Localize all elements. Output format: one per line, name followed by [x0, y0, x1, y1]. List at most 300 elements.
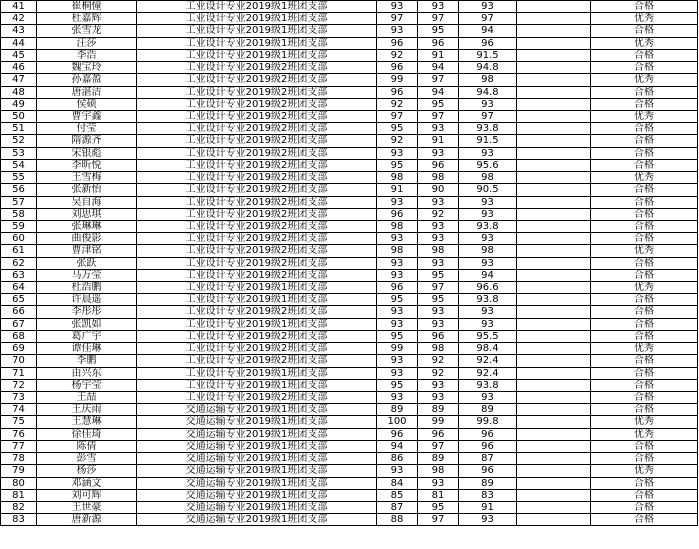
score-1-cell: 96 [377, 209, 418, 221]
final-score-cell: 95.5 [459, 331, 517, 343]
grade-cell: 合格 [591, 209, 698, 221]
final-score-cell: 91.5 [459, 50, 517, 62]
empty-cell [517, 490, 591, 502]
final-score-cell: 94.8 [459, 62, 517, 74]
grade-cell: 合格 [591, 392, 698, 404]
empty-cell [517, 62, 591, 74]
final-score-cell: 96.6 [459, 282, 517, 294]
grade-cell: 合格 [591, 294, 698, 306]
final-score-cell: 93 [459, 197, 517, 209]
empty-cell [517, 355, 591, 367]
row-number-cell: 69 [1, 343, 37, 355]
grade-cell: 合格 [591, 160, 698, 172]
grade-cell: 合格 [591, 233, 698, 245]
league-branch-cell: 工业设计专业2019级2班团支部 [137, 62, 377, 74]
empty-cell [517, 148, 591, 160]
score-2-cell: 81 [418, 490, 459, 502]
empty-cell [517, 99, 591, 111]
league-branch-cell: 工业设计专业2019级1班团支部 [137, 319, 377, 331]
league-branch-cell: 交通运输专业2019级1班团支部 [137, 441, 377, 453]
table-row [1, 306, 698, 318]
score-2-cell: 95 [418, 502, 459, 514]
grade-cell: 合格 [591, 380, 698, 392]
score-2-cell: 93 [418, 478, 459, 490]
score-2-cell: 97 [418, 441, 459, 453]
row-number-cell: 56 [1, 184, 37, 196]
final-score-cell: 93.8 [459, 221, 517, 233]
final-score-cell: 98 [459, 172, 517, 184]
row-number-cell: 77 [1, 441, 37, 453]
member-name-cell: 魏宝玲 [37, 62, 137, 74]
final-score-cell: 93 [459, 392, 517, 404]
table-row [1, 282, 698, 294]
row-number-cell: 43 [1, 25, 37, 37]
row-number-cell: 41 [1, 1, 37, 13]
league-branch-cell: 工业设计专业2019级2班团支部 [137, 221, 377, 233]
score-1-cell: 98 [377, 245, 418, 257]
row-number-cell: 60 [1, 233, 37, 245]
score-1-cell: 98 [377, 172, 418, 184]
league-branch-cell: 工业设计专业2019级2班团支部 [137, 184, 377, 196]
row-number-cell: 62 [1, 258, 37, 270]
score-1-cell: 93 [377, 1, 418, 13]
empty-cell [517, 160, 591, 172]
table-row [1, 25, 698, 37]
table-row [1, 416, 698, 428]
member-name-cell: 宋银彪 [37, 148, 137, 160]
table-row [1, 13, 698, 25]
score-1-cell: 93 [377, 233, 418, 245]
grade-cell: 合格 [591, 319, 698, 331]
row-number-cell: 83 [1, 514, 37, 526]
score-1-cell: 97 [377, 13, 418, 25]
grade-cell: 合格 [591, 25, 698, 37]
score-1-cell: 93 [377, 319, 418, 331]
score-2-cell: 96 [418, 331, 459, 343]
table-row [1, 87, 698, 99]
league-branch-cell: 工业设计专业2019级1班团支部 [137, 38, 377, 50]
score-1-cell: 98 [377, 221, 418, 233]
row-number-cell: 76 [1, 429, 37, 441]
table-row [1, 404, 698, 416]
league-branch-cell: 工业设计专业2019级1班团支部 [137, 25, 377, 37]
score-2-cell: 89 [418, 453, 459, 465]
member-name-cell: 李浩 [37, 50, 137, 62]
score-1-cell: 95 [377, 294, 418, 306]
row-number-cell: 74 [1, 404, 37, 416]
member-name-cell: 王雪梅 [37, 172, 137, 184]
score-1-cell: 93 [377, 465, 418, 477]
score-1-cell: 93 [377, 197, 418, 209]
member-name-cell: 崔桐憧 [37, 1, 137, 13]
member-name-cell: 谭佳琳 [37, 343, 137, 355]
league-branch-cell: 交通运输专业2019级1班团支部 [137, 465, 377, 477]
score-1-cell: 97 [377, 111, 418, 123]
grade-cell: 合格 [591, 197, 698, 209]
row-number-cell: 58 [1, 209, 37, 221]
grade-cell: 合格 [591, 99, 698, 111]
table-row [1, 380, 698, 392]
member-name-cell: 由兴东 [37, 368, 137, 380]
member-name-cell: 曹宇鑫 [37, 111, 137, 123]
member-name-cell: 隋源齐 [37, 135, 137, 147]
table-row [1, 123, 698, 135]
empty-cell [517, 331, 591, 343]
row-number-cell: 78 [1, 453, 37, 465]
empty-cell [517, 380, 591, 392]
score-2-cell: 95 [418, 25, 459, 37]
row-number-cell: 50 [1, 111, 37, 123]
grade-cell: 优秀 [591, 111, 698, 123]
final-score-cell: 96 [459, 38, 517, 50]
final-score-cell: 98 [459, 245, 517, 257]
score-2-cell: 93 [418, 197, 459, 209]
table-row [1, 50, 698, 62]
final-score-cell: 96 [459, 429, 517, 441]
table-row [1, 368, 698, 380]
empty-cell [517, 453, 591, 465]
final-score-cell: 93 [459, 233, 517, 245]
grade-cell: 合格 [591, 184, 698, 196]
score-1-cell: 93 [377, 306, 418, 318]
final-score-cell: 93 [459, 514, 517, 526]
member-name-cell: 刘可辉 [37, 490, 137, 502]
league-branch-cell: 工业设计专业2019级2班团支部 [137, 148, 377, 160]
row-number-cell: 65 [1, 294, 37, 306]
league-branch-cell: 工业设计专业2019级2班团支部 [137, 245, 377, 257]
table-row [1, 245, 698, 257]
score-2-cell: 93 [418, 306, 459, 318]
member-name-cell: 马万莹 [37, 270, 137, 282]
table-row [1, 490, 698, 502]
member-name-cell: 付莹 [37, 123, 137, 135]
score-2-cell: 93 [418, 221, 459, 233]
score-2-cell: 95 [418, 99, 459, 111]
row-number-cell: 44 [1, 38, 37, 50]
member-name-cell: 杜浩鹏 [37, 282, 137, 294]
score-1-cell: 89 [377, 404, 418, 416]
row-number-cell: 81 [1, 490, 37, 502]
score-1-cell: 93 [377, 25, 418, 37]
row-number-cell: 61 [1, 245, 37, 257]
score-1-cell: 94 [377, 441, 418, 453]
league-branch-cell: 工业设计专业2019级2班团支部 [137, 355, 377, 367]
grade-cell: 合格 [591, 50, 698, 62]
score-2-cell: 92 [418, 209, 459, 221]
score-1-cell: 87 [377, 502, 418, 514]
score-2-cell: 95 [418, 294, 459, 306]
empty-cell [517, 392, 591, 404]
member-name-cell: 曲俊影 [37, 233, 137, 245]
empty-cell [517, 197, 591, 209]
score-1-cell: 93 [377, 148, 418, 160]
member-name-cell: 张新怡 [37, 184, 137, 196]
league-branch-cell: 工业设计专业2019级2班团支部 [137, 306, 377, 318]
table-row [1, 172, 698, 184]
grade-cell: 合格 [591, 135, 698, 147]
score-1-cell: 96 [377, 62, 418, 74]
grade-cell: 合格 [591, 453, 698, 465]
grade-cell: 合格 [591, 514, 698, 526]
row-number-cell: 49 [1, 99, 37, 111]
grade-cell: 优秀 [591, 465, 698, 477]
final-score-cell: 94 [459, 25, 517, 37]
final-score-cell: 97 [459, 111, 517, 123]
row-number-cell: 46 [1, 62, 37, 74]
league-branch-cell: 工业设计专业2019级1班团支部 [137, 13, 377, 25]
table-row [1, 514, 698, 526]
table-row [1, 453, 698, 465]
score-2-cell: 97 [418, 111, 459, 123]
score-2-cell: 91 [418, 135, 459, 147]
table-row [1, 258, 698, 270]
table-row [1, 148, 698, 160]
score-2-cell: 98 [418, 245, 459, 257]
grade-cell: 合格 [591, 478, 698, 490]
grade-cell: 优秀 [591, 429, 698, 441]
grade-cell: 优秀 [591, 416, 698, 428]
table-row [1, 74, 698, 86]
score-2-cell: 93 [418, 1, 459, 13]
table-row [1, 184, 698, 196]
row-number-cell: 66 [1, 306, 37, 318]
row-number-cell: 54 [1, 160, 37, 172]
score-1-cell: 93 [377, 270, 418, 282]
empty-cell [517, 25, 591, 37]
score-2-cell: 93 [418, 380, 459, 392]
row-number-cell: 55 [1, 172, 37, 184]
final-score-cell: 90.5 [459, 184, 517, 196]
league-branch-cell: 交通运输专业2019级1班团支部 [137, 502, 377, 514]
league-branch-cell: 工业设计专业2019级2班团支部 [137, 209, 377, 221]
empty-cell [517, 294, 591, 306]
table-row [1, 331, 698, 343]
final-score-cell: 97 [459, 13, 517, 25]
empty-cell [517, 306, 591, 318]
league-branch-cell: 交通运输专业2019级1班团支部 [137, 416, 377, 428]
row-number-cell: 72 [1, 380, 37, 392]
score-2-cell: 96 [418, 429, 459, 441]
grade-cell: 合格 [591, 1, 698, 13]
empty-cell [517, 209, 591, 221]
grade-cell: 合格 [591, 148, 698, 160]
member-name-cell: 侯硕 [37, 99, 137, 111]
grade-cell: 合格 [591, 404, 698, 416]
member-name-cell: 汪莎 [37, 38, 137, 50]
member-name-cell: 张跃 [37, 258, 137, 270]
final-score-cell: 87 [459, 453, 517, 465]
empty-cell [517, 441, 591, 453]
score-2-cell: 96 [418, 38, 459, 50]
row-number-cell: 67 [1, 319, 37, 331]
empty-cell [517, 514, 591, 526]
table-row [1, 135, 698, 147]
table-row [1, 62, 698, 74]
member-name-cell: 葛广宇 [37, 331, 137, 343]
table-row [1, 209, 698, 221]
league-branch-cell: 工业设计专业2019级1班团支部 [137, 294, 377, 306]
final-score-cell: 99.8 [459, 416, 517, 428]
empty-cell [517, 343, 591, 355]
score-2-cell: 97 [418, 514, 459, 526]
table-row [1, 465, 698, 477]
table-row [1, 343, 698, 355]
score-2-cell: 93 [418, 258, 459, 270]
league-branch-cell: 工业设计专业2019级2班团支部 [137, 74, 377, 86]
score-2-cell: 99 [418, 416, 459, 428]
member-name-cell: 吴自海 [37, 197, 137, 209]
table-row [1, 111, 698, 123]
final-score-cell: 93 [459, 148, 517, 160]
score-2-cell: 95 [418, 270, 459, 282]
table-row [1, 270, 698, 282]
row-number-cell: 82 [1, 502, 37, 514]
score-1-cell: 93 [377, 368, 418, 380]
score-2-cell: 92 [418, 368, 459, 380]
member-name-cell: 刘思琪 [37, 209, 137, 221]
score-1-cell: 96 [377, 429, 418, 441]
row-number-cell: 57 [1, 197, 37, 209]
row-number-cell: 79 [1, 465, 37, 477]
score-1-cell: 100 [377, 416, 418, 428]
grade-cell: 合格 [591, 270, 698, 282]
league-branch-cell: 工业设计专业2019级2班团支部 [137, 331, 377, 343]
final-score-cell: 89 [459, 404, 517, 416]
league-branch-cell: 工业设计专业2019级2班团支部 [137, 343, 377, 355]
empty-cell [517, 270, 591, 282]
member-name-cell: 张琳琳 [37, 221, 137, 233]
grade-cell: 合格 [591, 62, 698, 74]
empty-cell [517, 245, 591, 257]
final-score-cell: 98 [459, 74, 517, 86]
final-score-cell: 93 [459, 319, 517, 331]
member-name-cell: 彭雪 [37, 453, 137, 465]
table-row [1, 233, 698, 245]
table-row [1, 38, 698, 50]
final-score-cell: 94.8 [459, 87, 517, 99]
league-branch-cell: 工业设计专业2019级2班团支部 [137, 197, 377, 209]
row-number-cell: 59 [1, 221, 37, 233]
row-number-cell: 73 [1, 392, 37, 404]
table-row [1, 160, 698, 172]
league-branch-cell: 工业设计专业2019级2班团支部 [137, 172, 377, 184]
row-number-cell: 80 [1, 478, 37, 490]
grade-cell: 合格 [591, 355, 698, 367]
score-1-cell: 91 [377, 184, 418, 196]
league-branch-cell: 工业设计专业2019级1班团支部 [137, 368, 377, 380]
score-2-cell: 94 [418, 62, 459, 74]
score-2-cell: 94 [418, 87, 459, 99]
empty-cell [517, 123, 591, 135]
score-1-cell: 96 [377, 38, 418, 50]
score-1-cell: 88 [377, 514, 418, 526]
league-branch-cell: 工业设计专业2019级2班团支部 [137, 99, 377, 111]
table-row [1, 478, 698, 490]
final-score-cell: 93.8 [459, 294, 517, 306]
score-1-cell: 85 [377, 490, 418, 502]
empty-cell [517, 87, 591, 99]
league-branch-cell: 工业设计专业2019级2班团支部 [137, 111, 377, 123]
grade-cell: 合格 [591, 221, 698, 233]
score-2-cell: 93 [418, 148, 459, 160]
member-name-cell: 杜嘉辉 [37, 13, 137, 25]
grade-cell: 合格 [591, 502, 698, 514]
grade-cell: 合格 [591, 331, 698, 343]
league-branch-cell: 工业设计专业2019级2班团支部 [137, 392, 377, 404]
grade-cell: 合格 [591, 368, 698, 380]
league-branch-cell: 交通运输专业2019级1班团支部 [137, 490, 377, 502]
league-branch-cell: 交通运输专业2019级1班团支部 [137, 453, 377, 465]
final-score-cell: 93 [459, 209, 517, 221]
grade-cell: 优秀 [591, 13, 698, 25]
empty-cell [517, 111, 591, 123]
score-1-cell: 96 [377, 87, 418, 99]
member-name-cell: 孙嘉盈 [37, 74, 137, 86]
final-score-cell: 93 [459, 258, 517, 270]
empty-cell [517, 416, 591, 428]
final-score-cell: 94 [459, 270, 517, 282]
member-name-cell: 王喆 [37, 392, 137, 404]
final-score-cell: 96 [459, 465, 517, 477]
table-row [1, 221, 698, 233]
row-number-cell: 63 [1, 270, 37, 282]
empty-cell [517, 429, 591, 441]
grade-cell: 优秀 [591, 172, 698, 184]
empty-cell [517, 368, 591, 380]
member-name-cell: 李鹏 [37, 355, 137, 367]
table-row [1, 392, 698, 404]
member-name-cell: 王世豪 [37, 502, 137, 514]
final-score-cell: 91.5 [459, 135, 517, 147]
grade-cell: 合格 [591, 123, 698, 135]
final-score-cell: 93 [459, 306, 517, 318]
league-branch-cell: 工业设计专业2019级2班团支部 [137, 160, 377, 172]
empty-cell [517, 478, 591, 490]
score-2-cell: 93 [418, 319, 459, 331]
score-1-cell: 86 [377, 453, 418, 465]
empty-cell [517, 13, 591, 25]
row-number-cell: 52 [1, 135, 37, 147]
grade-cell: 合格 [591, 258, 698, 270]
member-name-cell: 唐湛洁 [37, 87, 137, 99]
score-1-cell: 84 [377, 478, 418, 490]
score-1-cell: 95 [377, 331, 418, 343]
score-2-cell: 93 [418, 123, 459, 135]
row-number-cell: 53 [1, 148, 37, 160]
league-branch-cell: 工业设计专业2019级1班团支部 [137, 50, 377, 62]
score-2-cell: 98 [418, 343, 459, 355]
table-row [1, 1, 698, 13]
member-name-cell: 张凯如 [37, 319, 137, 331]
league-branch-cell: 工业设计专业2019级2班团支部 [137, 87, 377, 99]
grade-cell: 优秀 [591, 74, 698, 86]
score-2-cell: 93 [418, 233, 459, 245]
grade-cell: 优秀 [591, 245, 698, 257]
score-2-cell: 89 [418, 404, 459, 416]
table-row [1, 294, 698, 306]
member-name-cell: 杨莎 [37, 465, 137, 477]
empty-cell [517, 172, 591, 184]
empty-cell [517, 221, 591, 233]
score-2-cell: 92 [418, 355, 459, 367]
league-branch-cell: 交通运输专业2019级1班团支部 [137, 429, 377, 441]
member-name-cell: 杨宇莹 [37, 380, 137, 392]
empty-cell [517, 74, 591, 86]
row-number-cell: 51 [1, 123, 37, 135]
empty-cell [517, 38, 591, 50]
table-row [1, 319, 698, 331]
table-row [1, 429, 698, 441]
